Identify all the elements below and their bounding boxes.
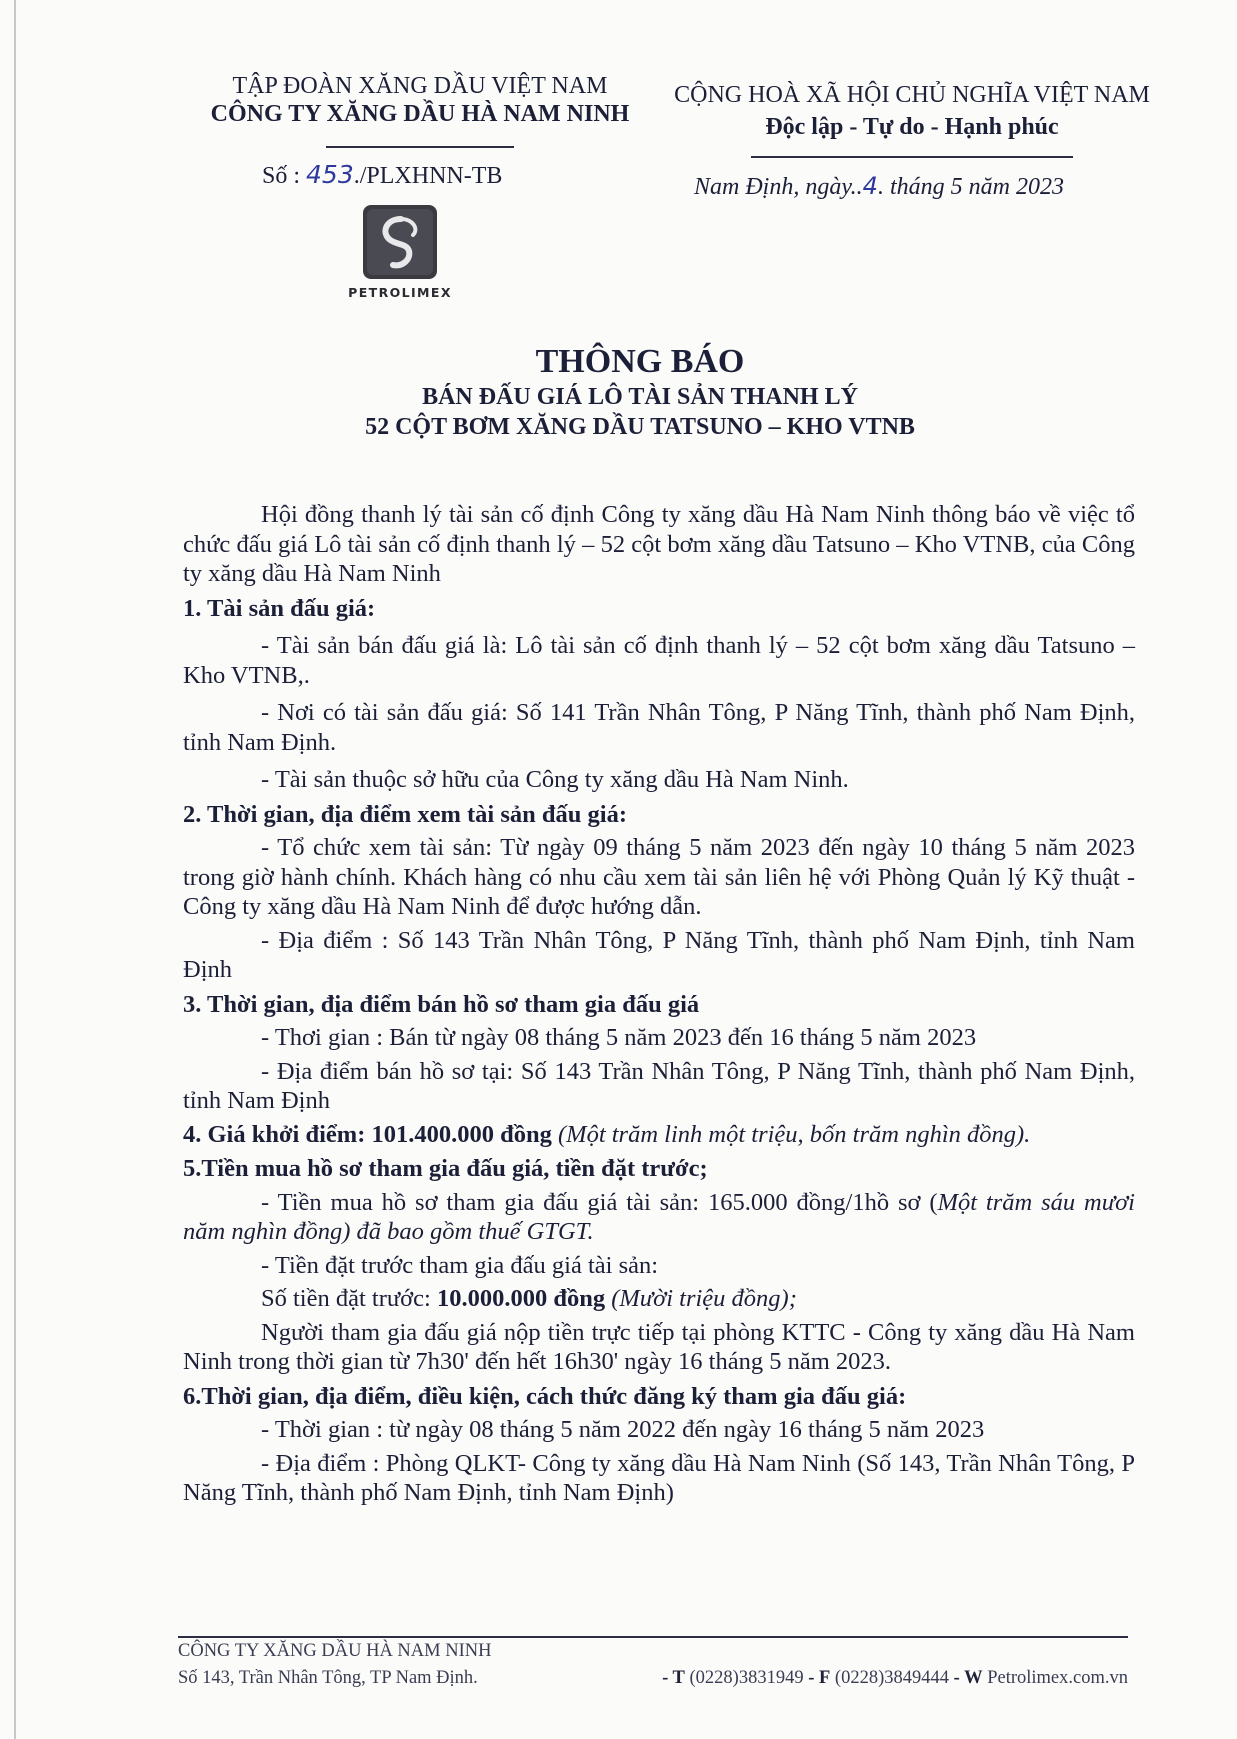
doc-no-suffix: ./PLXHNN-TB xyxy=(353,163,503,189)
issuer-group: TẬP ĐOÀN XĂNG DẦU VIỆT NAM xyxy=(232,73,608,99)
page-footer xyxy=(178,1636,1128,1690)
date-handwritten-day: 4 xyxy=(862,172,878,200)
footer-fax-label: - F xyxy=(803,1667,831,1688)
petrolimex-logo-icon xyxy=(363,205,437,279)
footer-fax: (0228)3849444 xyxy=(830,1667,949,1688)
section-1-item-1: - Tài sản bán đấu giá là: Lô tài sản cố định thanh lý – 52 cột bơm xăng dầu Tatsuno – Kho VTNB,. xyxy=(183,632,1135,689)
section-2-item-1: - Tổ chức xem tài sản: Từ ngày 09 tháng 5 năm 2023 đến ngày 10 tháng 5 năm 2023 trong giờ hành chính. Khách hàng có nhu cầu xem tài sản liên hệ với Phòng Quản lý Kỹ thuật - Công ty xăng dầu Hà Nam Ninh để được hướng dẫn. xyxy=(183,834,1135,920)
section-1-item-3: - Tài sản thuộc sở hữu của Công ty xăng dầu Hà Nam Ninh. xyxy=(261,766,849,793)
date-suffix: . tháng 5 năm 2023 xyxy=(877,174,1064,200)
notice-title: THÔNG BÁO xyxy=(535,343,745,380)
notice-subtitle-1: BÁN ĐẤU GIÁ LÔ TÀI SẢN THANH LÝ xyxy=(422,384,858,410)
section-5-deposit xyxy=(183,1284,1135,1314)
section-6-title: 6.Thời gian, địa điểm, điều kiện, cách thức đăng ký tham gia đấu giá: xyxy=(183,1382,907,1410)
document-date xyxy=(694,172,1064,201)
issuer-underline xyxy=(326,146,514,148)
motto-underline xyxy=(751,156,1073,158)
issuer-block xyxy=(140,72,700,148)
petrolimex-logo-text: PETROLIMEX xyxy=(348,285,452,300)
section-4-start-price: 4. Giá khởi điểm: 101.400.000 đồng xyxy=(183,1120,552,1148)
footer-rule xyxy=(178,1636,1128,1638)
petrolimex-logo xyxy=(326,205,474,300)
section-5-item-2: - Tiền đặt trước tham gia đấu giá tài sản: xyxy=(261,1251,659,1279)
section-3-title: 3. Thời gian, địa điểm bán hồ sơ tham gia đấu giá xyxy=(183,990,700,1018)
national-motto-block xyxy=(642,80,1182,158)
section-5-item-1 xyxy=(183,1188,1135,1247)
section-3-item-1: - Thơi gian : Bán từ ngày 08 tháng 5 năm 2023 đến 16 tháng 5 năm 2023 xyxy=(261,1024,977,1051)
notice-subtitle-2: 52 CỘT BƠM XĂNG DẦU TATSUNO – KHO VTNB xyxy=(365,414,915,440)
section-6-item-1: - Thời gian : từ ngày 08 tháng 5 năm 2022 đến ngày 16 tháng 5 năm 2023 xyxy=(261,1416,985,1443)
section-2-title: 2. Thời gian, địa điểm xem tài sản đấu giá: xyxy=(183,800,627,828)
section-2-item-2: - Địa điểm : Số 143 Trần Nhân Tông, P Năng Tĩnh, thành phố Nam Định, tỉnh Nam Định xyxy=(183,926,1135,983)
footer-web-label: - W xyxy=(949,1667,983,1688)
doc-no-handwritten: 453 xyxy=(306,160,354,189)
section-5-deposit-label: Số tiền đặt trước: xyxy=(261,1285,437,1312)
doc-no-prefix: Số : xyxy=(262,163,307,189)
country-name: CỘNG HOÀ XÃ HỘI CHỦ NGHĨA VIỆT NAM xyxy=(674,82,1150,108)
date-prefix: Nam Định, ngày.. xyxy=(694,174,863,200)
footer-phone: (0228)3831949 xyxy=(684,1667,804,1688)
footer-address: Số 143, Trần Nhân Tông, TP Nam Định. xyxy=(178,1667,478,1688)
intro-paragraph: Hội đồng thanh lý tài sản cố định Công ty xăng dầu Hà Nam Ninh thông báo về việc tổ chức đấu giá Lô tài sản cố định thanh lý – 52 cột bơm xăng dầu Tatsuno – Kho VTNB, của Công ty xăng dầu Hà Nam Ninh xyxy=(183,501,1135,587)
section-5-item-1-italic: Một trăm sáu mươi năm nghìn đồng) đã bao gồm thuế GTGT. xyxy=(183,1188,1135,1245)
section-4-price-in-words: (Một trăm linh một triệu, bốn trăm nghìn đồng). xyxy=(551,1120,1031,1148)
section-5-title: 5.Tiền mua hồ sơ tham gia đấu giá, tiền đặt trước; xyxy=(183,1155,708,1182)
section-1-title: 1. Tài sản đấu giá: xyxy=(183,594,376,622)
section-3-item-2: - Địa điểm bán hồ sơ tại: Số 143 Trần Nhân Tông, P Năng Tĩnh, thành phố Nam Định, tỉnh Nam Định xyxy=(183,1057,1135,1114)
section-5-item-1-text: - Tiền mua hồ sơ tham gia đấu giá tài sản: 165.000 đồng/1hồ sơ ( xyxy=(261,1188,938,1216)
section-5-payment-note: Người tham gia đấu giá nộp tiền trực tiếp tại phòng KTTC - Công ty xăng dầu Hà Nam Ninh trong thời gian từ 7h30' đến hết 16h30' ngày 16 tháng 5 năm 2023. xyxy=(183,1318,1135,1375)
section-6-item-2: - Địa điểm : Phòng QLKT- Công ty xăng dầu Hà Nam Ninh (Số 143, Trần Nhân Tông, P Năng Tĩnh, thành phố Nam Định, tỉnh Nam Định) xyxy=(183,1449,1135,1506)
footer-contacts xyxy=(662,1666,1128,1690)
notice-body xyxy=(183,500,1135,1508)
section-5-deposit-in-words: (Mười triệu đồng); xyxy=(605,1285,797,1312)
footer-website: Petrolimex.com.vn xyxy=(982,1667,1128,1688)
document-number xyxy=(262,160,502,190)
motto: Độc lập - Tự do - Hạnh phúc xyxy=(765,114,1059,140)
section-1-item-2: - Nơi có tài sản đấu giá: Số 141 Trần Nhân Tông, P Năng Tĩnh, thành phố Nam Định, tỉnh Nam Định. xyxy=(183,699,1135,756)
notice-title-block xyxy=(150,342,1130,442)
section-5-deposit-amount: 10.000.000 đồng xyxy=(436,1285,606,1312)
footer-contact-row xyxy=(178,1666,1128,1690)
page-edge-line xyxy=(14,0,16,1739)
section-4-line xyxy=(183,1120,1135,1150)
footer-company: CÔNG TY XĂNG DẦU HÀ NAM NINH xyxy=(178,1640,492,1661)
issuer-company: CÔNG TY XĂNG DẦU HÀ NAM NINH xyxy=(210,101,630,127)
footer-phone-label: - T xyxy=(662,1667,685,1688)
